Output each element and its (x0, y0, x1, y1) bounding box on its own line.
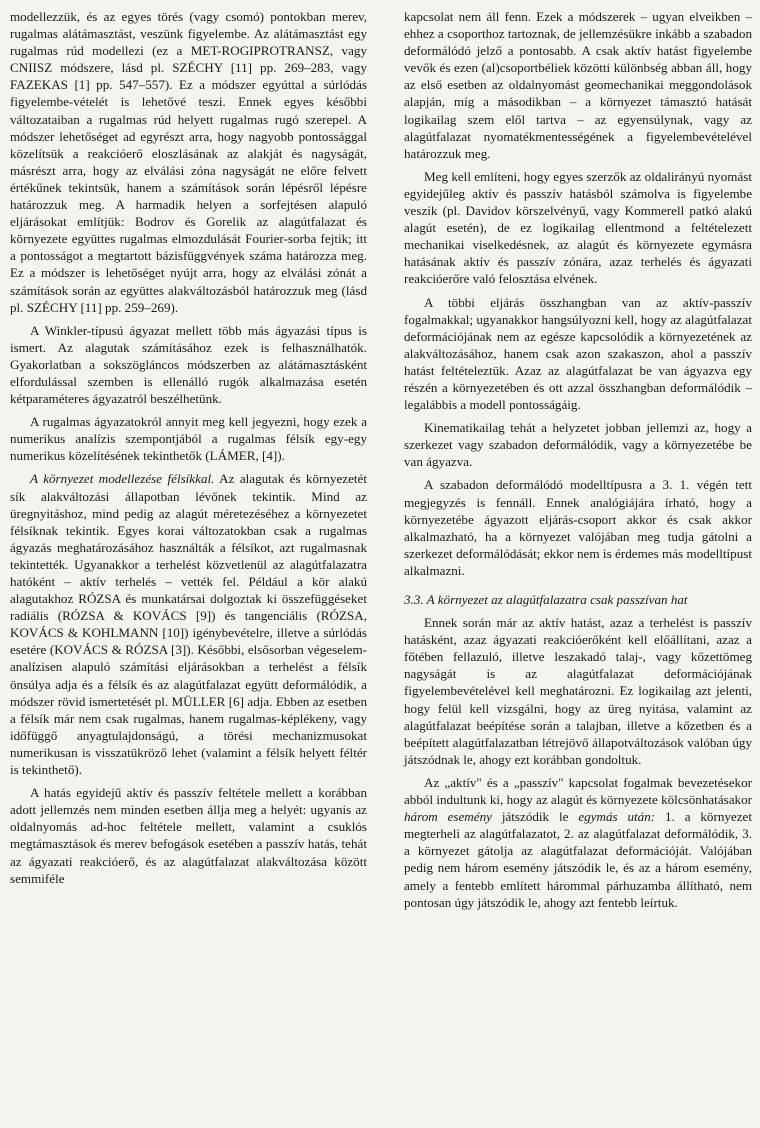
paragraph-text: Az alagutak és környezetét sík alakváltozási állapotban lévőnek tekintik. Mind az üregnyitáshoz, mind pedig az alagút méretezéséhez a környezetet félsíknak tekintik. Egyes korai változatokban csak a rugalmas ágyazás meghatározásához használták a félsíkot, azt rugalmasnak tekintették. Ugyanakkor a terhelést közvetlenül az alagútfalazatra hatóként – aktív terhelés – vették fel. Például a kör alakú alagutakhoz RÓZSA és munkatársai dolgoztak ki összefüggéseket radiális (RÓZSA & KOVÁCS [9]) és tangenciális (RÓZSA, KOVÁCS & KOHLMANN [10]) igénybevételre, illetve a súrlódás esetére (KOVÁCS & RÓZSA [3]). Későbbi, elsősorban végeselem-analízisen alapuló számítási eljárásokban a terhelést a félsík önsúlya adja és a félsík és az alagútfalazat együtt deformálódik, a módszer rövid ismertetését pl. MÜLLER [6] adja. Ebben az esetben a félsík már nem csak rugalmas, hanem rugalmas-képlékeny, vagy időfüggő anyagtulajdonságú, a törési mechanizmusokat numerikusan is visszatükröző lehet (valamint a félsík helyett féltér is tekinthető). (10, 471, 368, 778)
emphasis: egymás után: (578, 809, 656, 825)
paragraph (10, 470, 367, 778)
paragraph-text: játszódik le (491, 809, 579, 825)
paragraph: A többi eljárás összhangban van az aktív-passzív fogalmakkal; ugyanakkor hangsúlyozni kell, hogy az alagútfalazat deformációjának nem az egésze kapcsolódik a környezetének az alakváltozásához, hanem csak azon szakaszon, ahol a passzív hatást feltételeztük. Azaz az alagútfalazat be van ágyazva egy részén a környezetében és ott azzal összhangban deformálódik – legalábbis a modell pontosságáig. (404, 294, 752, 413)
emphasis: három esemény (404, 809, 492, 825)
paragraph: modellezzük, és az egyes törés (vagy csomó) pontokban merev, rugalmas alátámasztást, veszünk figyelembe. Az alátámasztást egy rugalmas rúd modellezi (ez a MET-ROGIPROTRANSZ, vagy CNIISZ módszere, lásd pl. SZÉCHY [11] pp. 269–283, vagy FAZEKAS [1] pp. 547–557). Ez a módszer egyúttal a súrlódás figyelembe-vételét is lehetővé teszi. Ennek egyes későbbi változataiban a rugalmas rúd helyett rugalmas rugó szerepel. A módszer lehetőséget ad egyrészt arra, hogy nagyobb pontossággal közelítsük a reakcióerő eloszlásának az alakját és nagyságát, másrészt arra, hogy az elválási zóna nagyságát ne előre felvett értékűnek tekintsük, hanem a számítások során lépésről lépésre határozzuk meg. A harmadik helyen a sorfejtésen alapuló eljárásokat említjük: Bodrov és Gorelik az alagútfalazat és környezete együttes rugalmas elmozdulását Fourier-sorba fejtik; itt a pontosságot a megtartott bázisfüggvények száma határozza meg. Ez a módszer is lehetőséget nyújt arra, hogy az elválási zónát a számítások során az együttes alakváltozásból határozzuk meg (lásd pl. SZÉCHY [11] pp. 259–269). (10, 9, 367, 315)
run-in-heading: A környezet modellezése félsíkkal. (30, 471, 215, 487)
paragraph: A szabadon deformálódó modelltípusra a 3. 1. végén tett megjegyzés is fennáll. Ennek analógiájára írható, hogy a környezetébe ágyazott eljárás-csoport akkor és csak akkor alkalmazható, ha a környezet valójában meg tudja gátolni a szerkezet deformálódását; ekkor nem is érdemes más modelltípust alkalmazni. (404, 477, 752, 578)
paragraph: Meg kell említeni, hogy egyes szerzők az oldalirányú nyomást egyidejűleg aktív és passzív hatásból számolva is figyelembe veszik (pl. Davidov körszelvényű, vagy Kommerell patkó alakú alagút esetén), de ez logikailag ellentmond a feltételezett mechanikai viselkedésnek, az alagút és környezete egymásra hatásának aktív és passzív zónára, azaz terhelés és ágyazati reakcióerőre való felosztása elvének. (404, 168, 752, 287)
paragraph: A rugalmas ágyazatokról annyit meg kell jegyezni, hogy ezek a numerikus analízis szempontjából a rugalmas félsík egy-egy numerikus közelítésének tekinthetők (LÁMER, [4]). (10, 414, 367, 464)
paragraph: Kinematikailag tehát a helyzetet jobban jellemzi az, hogy a szerkezet vagy szabadon deformálódik, vagy a környezetébe be van ágyazva. (404, 420, 752, 470)
paragraph: A Winkler-típusú ágyazat mellett több más ágyazási típus is ismert. Az alagutak számításához ezek is felhasználhatók. Gyakorlatban a sokszögláncos módszerben az alátámasztásként elfordulással szemben is ellenálló rugók alkalmazása esetén kétparaméteres ágyazatról beszélhetünk. (10, 322, 367, 407)
paragraph: Ennek során már az aktív hatást, azaz a terhelést is passzív hatásként, azaz ágyazati reakcióerőként kell előállítani, azaz a főtében fellazuló, illetve leszakadó talaj-, vagy kőzettömeg nagyságát is az alagútfalazat deformációjának figyelembevételével kell meghatározni. Ez logikailag azt jelenti, hogy felül kell vizsgálni, hogy az üreg nyitása, valamint az alagútfalazat beépítése során a talajban, illetve a kőzetben és a beépített alagútfalazatban létrejövő állapotváltozások valóban úgy játszódnak le, ahogy ezt korábban gondoltuk. (404, 615, 752, 767)
paragraph (404, 774, 752, 911)
paragraph: A hatás egyidejű aktív és passzív feltétele mellett a korábban adott jellemzés nem minden esetben állja meg a helyét: ugyanis az oldalnyomás ad-hoc feltétele mellett, valamint a csuklós megtámasztások és merev befogások esetében a passzív hatás, tehát az ágyazati reakcióerő, és az alagútfalazat alakváltozása között semmiféle (10, 785, 367, 886)
paragraph: kapcsolat nem áll fenn. Ezek a módszerek – ugyan elveikben – ehhez a csoporthoz tartoznak, de jellemzésükre inkább a szabadon deformálódó jelző a pontosabb. A csak aktív hatást figyelembe vevők és ezen (al)csoportbéliek közötti különbség abban áll, hogy az első esetben az oldalnyomást geomechanikai meggondolások alapján, míg a másodikban – a környezet támasztó hatását logikailag szem elől tartva – az egyensúlynak, vagy az alagútfalazat nyomatékmentességének a figyelembevételével határozzuk meg. (404, 9, 752, 161)
left-column (10, 8, 367, 887)
paragraph-text: 1. a környezet megterheli az alagútfalazatot, 2. az alagútfalazat deformálódik, 3. a környezet gátolja az alagútfalazat deformációját. Valójában pedig nem három esemény játszódik le, és az a három esemény, amely a fentebb említett hárommal párhuzamba állítható, nem pontosan úgy játszódik le, ahogy azt fentebb leírtuk. (404, 809, 753, 910)
paragraph-text: Az „aktív" és a „passzív" kapcsolat fogalmak bevezetésekor abból indultunk ki, hogy az alagút és környezete kölcsönhatásakor (404, 774, 752, 808)
right-column (404, 8, 752, 911)
section-heading: 3.3. A környezet az alagútfalazatra csak passzívan hat (404, 592, 688, 607)
